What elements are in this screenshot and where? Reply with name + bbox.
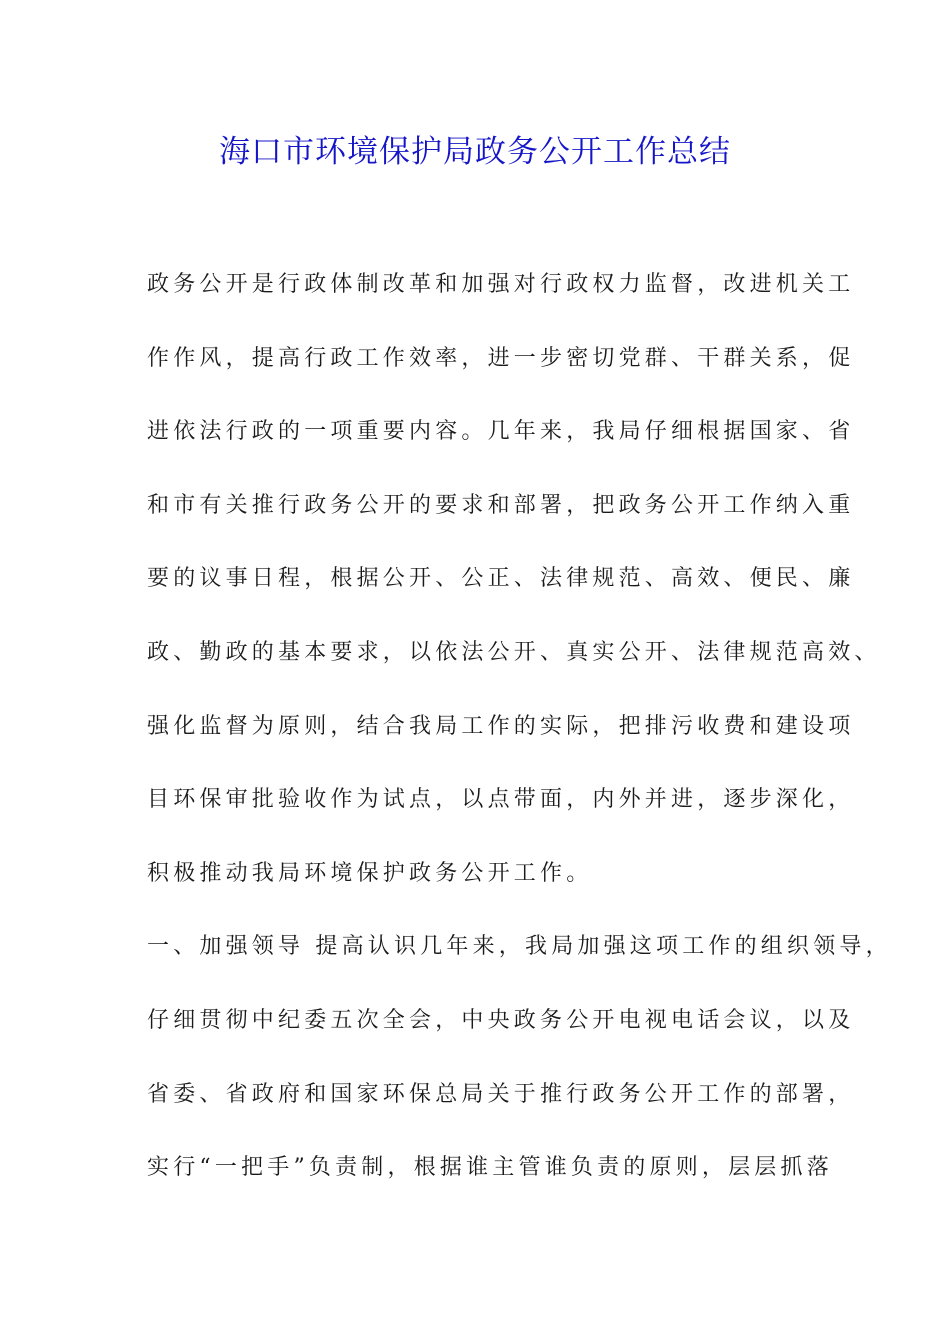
body-line: 进依法行政的一项重要内容。几年来，我局仔细根据国家、省	[147, 419, 855, 445]
body-line: 政、勤政的基本要求，以依法公开、真实公开、法律规范高效、	[147, 639, 881, 665]
body-line: 政务公开是行政体制改革和加强对行政权力监督，改进机关工	[147, 272, 855, 297]
body-line: 强化监督为原则，结合我局工作的实际，把排污收费和建设项	[147, 713, 855, 739]
document-title: 海口市环境保护局政务公开工作总结	[219, 134, 731, 170]
body-line: 目环保审批验收作为试点，以点带面，内外并进，逐步深化，	[147, 787, 855, 813]
body-line: 和市有关推行政务公开的要求和部署，把政务公开工作纳入重	[147, 492, 855, 518]
document-body	[147, 265, 892, 1222]
body-line: 积极推动我局环境保护政务公开工作。	[147, 860, 593, 886]
body-line: 省委、省政府和国家环保总局关于推行政务公开工作的部署，	[147, 1081, 855, 1107]
body-line: 仔细贯彻中纪委五次全会，中央政务公开电视电话会议，以及	[147, 1007, 855, 1033]
body-line: 一、加强领导 提高认识几年来，我局加强这项工作的组织领导，	[147, 934, 892, 960]
body-line: 实行“一把手”负责制，根据谁主管谁负责的原则，层层抓落	[147, 1155, 833, 1181]
body-line: 要的议事日程，根据公开、公正、法律规范、高效、便民、廉	[147, 566, 855, 592]
body-line: 作作风，提高行政工作效率，进一步密切党群、干群关系，促	[147, 345, 855, 371]
